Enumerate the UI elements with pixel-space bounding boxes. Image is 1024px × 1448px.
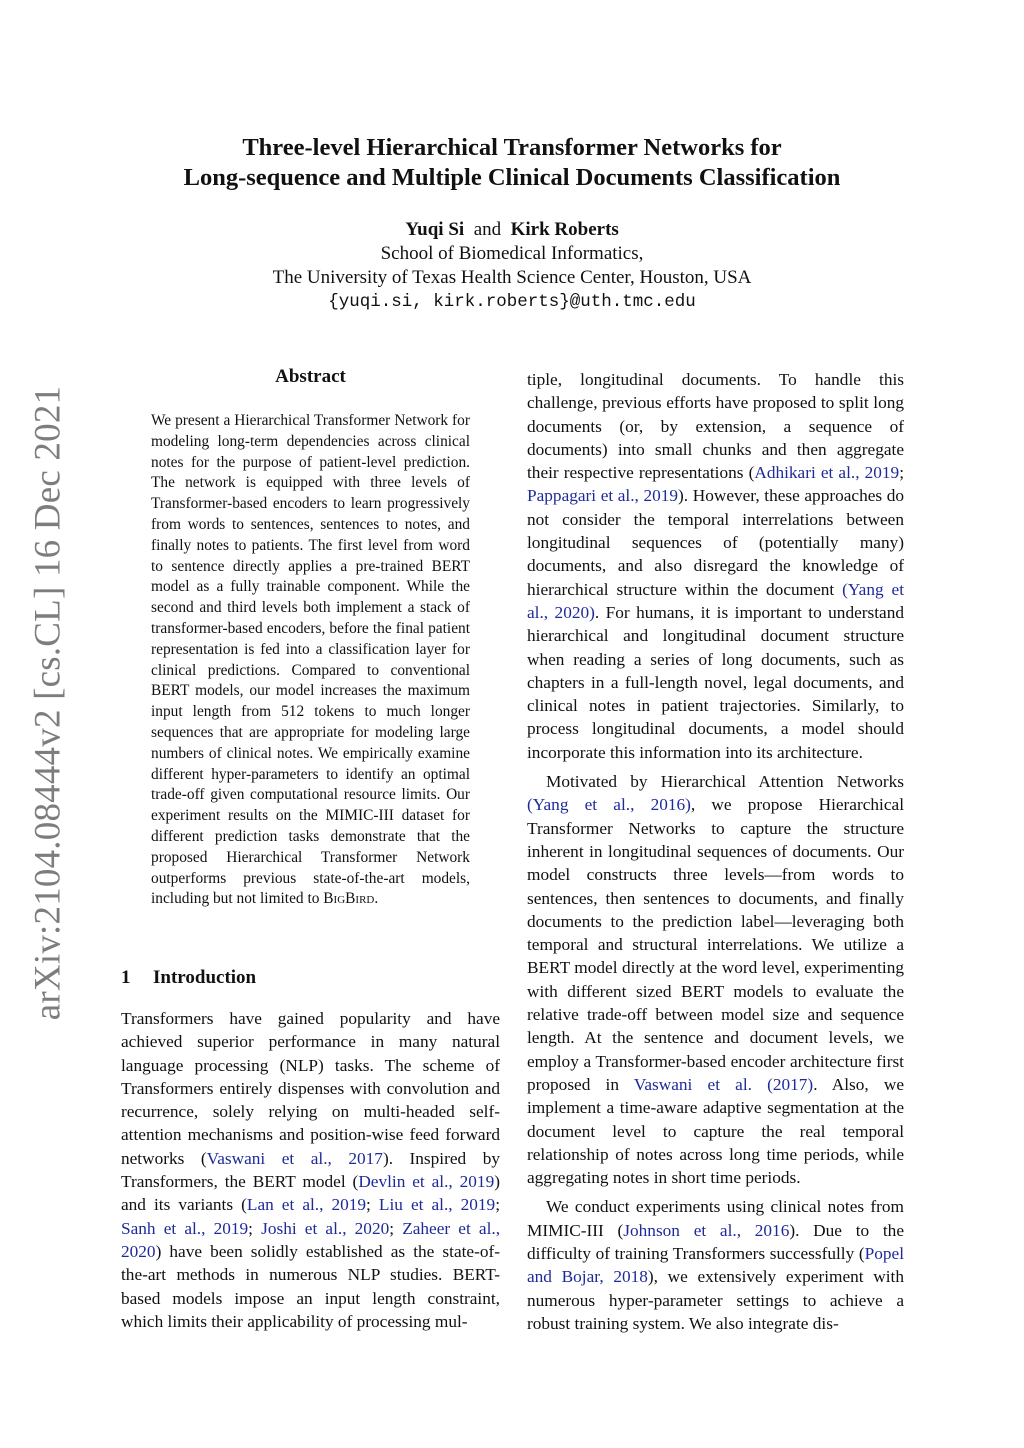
body-text: ). Inspired by Transformers, the BERT model ( <box>121 1148 500 1192</box>
author-conjunction: and <box>473 219 502 240</box>
body-text: ) and its variants ( <box>121 1172 500 1215</box>
abstract-body <box>151 411 470 910</box>
separator: ; <box>899 463 904 483</box>
author-name: Yuqi Si <box>405 219 465 240</box>
section-heading <box>121 967 256 989</box>
affiliation-line: School of Biomedical Informatics, <box>380 243 644 264</box>
separator: ; <box>366 1195 379 1215</box>
affiliation-line: The University of Texas Health Science Center, Houston, USA <box>272 267 752 288</box>
abstract-period: . <box>374 890 379 908</box>
citation-link[interactable]: (Yang et al., 2016) <box>527 795 691 815</box>
abstract-heading: Abstract <box>275 366 346 387</box>
separator: ; <box>248 1218 262 1238</box>
body-text: tiple, longitudinal documents. To handle this challenge, previous efforts have proposed to split long documents (or, by extension, a sequence of documents) into small chunks and then aggregate their respective representations ( <box>527 370 904 483</box>
body-text: Motivated by Hierarchical Attention Networks <box>546 772 904 792</box>
section-number: 1 <box>121 967 131 988</box>
citation-link[interactable]: Adhikari et al., 2019 <box>754 463 900 483</box>
citation-link[interactable]: Johnson et al., 2016 <box>623 1220 790 1240</box>
body-text: , we propose Hierarchical Transformer Networks to capture the structure inherent in longitudinal sequences of documents. Our model constructs three levels—from words to sentences, then sentences to documents, and finally documents to the prediction label—leveraging both temporal and structural interrelations. We utilize a BERT model directly at the word level, experimenting with different sized BERT models to evaluate the relative trade-off between model size and sequence length. At the sentence and document levels, we employ a Transformer-based encoder architecture first proposed in <box>527 795 904 1094</box>
bigbird-term: BigBird <box>323 890 375 908</box>
author-block <box>0 218 1024 314</box>
citation-link[interactable]: Devlin et al., 2019 <box>358 1172 495 1192</box>
body-text: . For humans, it is important to understand hierarchical and longitudinal document structure when reading a series of long documents, such as chapters in a full-length novel, legal documents, and clinical notes in patient trajectories. Similarly, to process longitudinal documents, a model should incorporate this information into its architecture. <box>527 602 904 762</box>
paper-title <box>0 133 1024 193</box>
body-text: ). However, these approaches do not consider the temporal interrelations between longitudinal sequences of (potentially many) documents, and also disregard the knowledge of hierarchical structure within the document <box>527 486 904 599</box>
body-paragraph <box>527 1195 904 1335</box>
author-name: Kirk Roberts <box>510 219 619 240</box>
citation-link[interactable]: Pappagari et al., 2019 <box>527 486 679 506</box>
author-emails: {yuqi.si, kirk.roberts}@uth.tmc.edu <box>328 292 696 312</box>
section-title: Introduction <box>153 967 257 988</box>
citation-link[interactable]: Liu et al., 2019 <box>378 1195 496 1215</box>
arxiv-identifier: arXiv:2104.08444v2 [cs.CL] 16 Dec 2021 <box>27 385 69 1021</box>
body-paragraph <box>527 770 904 1189</box>
body-paragraph <box>527 368 904 764</box>
citation-link[interactable]: Sanh et al., 2019 <box>121 1218 249 1238</box>
citation-link[interactable]: Vaswani et al. (2017) <box>633 1074 814 1094</box>
abstract-text: We present a Hierarchical Transformer Network for modeling long-term dependencies across clinical notes for the purpose of patient-level prediction. The network is equipped with three levels of Transformer-based encoders to learn progressively from words to sentences, sentences to notes, and finally notes to patients. The first level from word to sentence directly applies a pre-trained BERT model as a fully trainable component. While the second and third levels both implement a stack of transformer-based encoders, before the final patient representation is fed into a classification layer for clinical predictions. Compared to conventional BERT models, our model increases the maximum input length from 512 tokens to much longer sequences that are appropriate for modeling large numbers of clinical notes. We empirically examine different hyper-parameters to identify an optimal trade-off given computational resource limits. Our experiment results on the MIMIC-III dataset for different prediction tasks demonstrate that the proposed Hierarchical Transformer Network outperforms previous state-of-the-art models, including but not limited to <box>151 412 470 908</box>
body-text: . Also, we implement a time-aware adaptive segmentation at the document level to capture the real temporal relationship of notes across long time periods, while aggregating notes in short time periods. <box>527 1074 904 1188</box>
introduction-right-column <box>527 368 904 1341</box>
author-names <box>0 218 1024 242</box>
introduction-left-column <box>121 1007 500 1333</box>
body-text: ), we extensively experiment with numerous hyper-parameter settings to achieve a robust training system. We also integrate dis- <box>527 1267 904 1333</box>
intro-paragraph <box>121 1007 500 1333</box>
citation-link[interactable]: Joshi et al., 2020 <box>261 1218 390 1238</box>
body-text: Transformers have gained popularity and have achieved superior performance in many natural language processing (NLP) tasks. The scheme of Transformers entirely dispenses with convolution and recurrence, solely relying on multi-headed self-attention mechanisms and position-wise feed forward networks ( <box>121 1009 500 1168</box>
citation-link[interactable]: Zaheer et al., 2020 <box>121 1218 501 1261</box>
title-line-1: Three-level Hierarchical Transformer Networks for <box>242 134 782 161</box>
body-text: ). Due to the difficulty of training Transformers successfully ( <box>527 1220 904 1263</box>
citation-link[interactable]: Vaswani et al., 2017 <box>206 1148 383 1168</box>
body-text: ) have been solidly established as the state-of-the-art methods in numerous NLP studies. BERT-based models impose an input length constraint, which limits their applicability of processing mul- <box>121 1241 500 1331</box>
body-text: We conduct experiments using clinical notes from MIMIC-III ( <box>527 1197 904 1240</box>
separator: ; <box>389 1218 403 1238</box>
citation-link[interactable]: Lan et al., 2019 <box>246 1195 367 1215</box>
separator: ; <box>495 1195 501 1215</box>
title-line-2: Long-sequence and Multiple Clinical Documents Classification <box>183 164 841 191</box>
citation-link[interactable]: (Yang et al., 2020) <box>527 579 905 622</box>
citation-link[interactable]: Popel and Bojar, 2018 <box>527 1243 904 1287</box>
